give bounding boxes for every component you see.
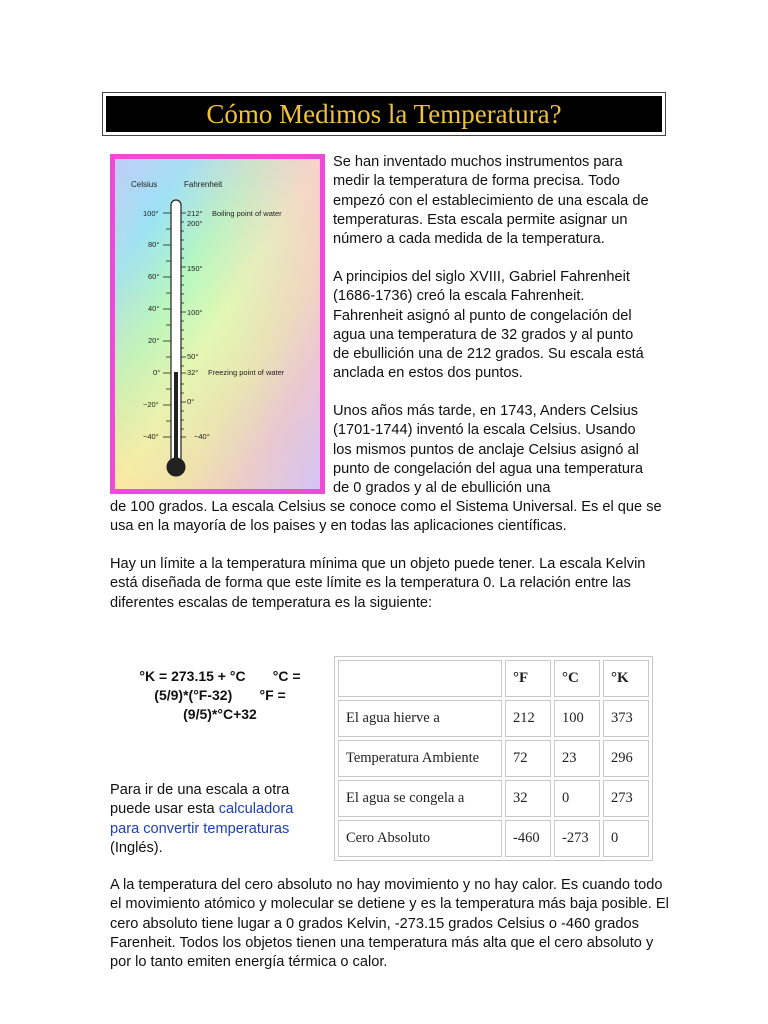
freezing-point-label: Freezing point of water (208, 368, 285, 377)
paragraph-fahrenheit: A principios del siglo XVIII, Gabriel Fahrenheit (1686-1736) creó la escala Fahrenheit. Fahrenheit asignó al punto de congelación del agua una temperatura de 32 grados y al punto de ebullición una de 212 grados. Su escala está anclada en estos dos puntos. (333, 269, 644, 382)
temperature-table (334, 656, 653, 861)
fahrenheit-tick-100: 100° (187, 308, 203, 317)
table-row (338, 820, 649, 857)
fahrenheit-tick-32: 32° (187, 368, 199, 377)
celsius-tick-minus20: −20° (143, 400, 159, 409)
celsius-header: Celsius (131, 180, 158, 189)
table-cell: 72 (505, 740, 551, 777)
converter-text-before: Para ir de una escala a otra puede usar esta (110, 782, 290, 818)
celsius-tick-minus40: −40° (143, 432, 159, 441)
celsius-tick-20: 20° (148, 336, 160, 345)
table-cell: 212 (505, 700, 551, 737)
paragraph-kelvin: Hay un límite a la temperatura mínima que un objeto puede tener. La escala Kelvin está diseñada de forma que este límite es la temperatura 0. La relación entre las diferentes escalas de temperatura es la siguiente: (110, 556, 646, 611)
table-cell: 0 (554, 780, 600, 817)
paragraph-celsius-continued: de 100 grados. La escala Celsius se conoce como el Sistema Universal. Es el que se usa en la mayoría de los paises y en todas las aplicaciones científicas. (110, 499, 662, 535)
table-row (338, 780, 649, 817)
table-cell: 32 (505, 780, 551, 817)
paragraph-intro: Se han inventado muchos instrumentos para medir la temperatura de forma precisa. Todo empezó con el establecimiento de una escala de temperaturas. Esta escala permite asignar un número a cada medida de la temperatura. (333, 154, 649, 248)
table-cell: 373 (603, 700, 649, 737)
table-cell: El agua se congela a (338, 780, 502, 817)
fahrenheit-tick-50: 50° (187, 352, 199, 361)
title-banner (102, 92, 666, 136)
fahrenheit-tick-150: 150° (187, 264, 203, 273)
table-cell: 0 (603, 820, 649, 857)
table-cell: Temperatura Ambiente (338, 740, 502, 777)
celsius-tick-100: 100° (143, 209, 159, 218)
table-cell: 296 (603, 740, 649, 777)
table-header-cell: °F (505, 660, 551, 697)
thermometer-mercury (174, 372, 178, 462)
table-cell: 100 (554, 700, 600, 737)
table-header-cell: °C (554, 660, 600, 697)
fahrenheit-tick-200: 200° (187, 219, 203, 228)
formula-line-3: (9/5)*°C+32 (183, 706, 257, 722)
table-cell: Cero Absoluto (338, 820, 502, 857)
table-cell: 23 (554, 740, 600, 777)
fahrenheit-tick-minus40: −40° (194, 432, 210, 441)
celsius-tick-0: 0° (153, 368, 161, 377)
title-banner-inner (106, 96, 662, 132)
celsius-tick-40: 40° (148, 304, 160, 313)
fahrenheit-tick-212: 212° (187, 209, 203, 218)
table-header-cell (338, 660, 502, 697)
table-cell: -460 (505, 820, 551, 857)
table-cell: -273 (554, 820, 600, 857)
paragraph-celsius: Unos años más tarde, en 1743, Anders Celsius (1701-1744) inventó la escala Celsius. Usando los mismos puntos de anclaje Celsius asignó al punto de congelación del agua una temperatura de 0 grados y al de ebullición una (333, 403, 643, 497)
page-title: Cómo Medimos la Temperatura? (206, 98, 562, 129)
table-header-row (338, 660, 649, 697)
formula-line-1: °K = 273.15 + °C °C = (139, 668, 301, 684)
celsius-tick-80: 80° (148, 240, 160, 249)
table-row (338, 740, 649, 777)
table-row (338, 700, 649, 737)
boiling-point-label: Boiling point of water (212, 209, 282, 218)
table-cell: 273 (603, 780, 649, 817)
paragraph-absolute-zero: A la temperatura del cero absoluto no hay movimiento y no hay calor. Es cuando todo el movimiento atómico y molecular se detiene y es la temperatura más baja posible. El cero absoluto tiene lugar a 0 grados Kelvin, -273.15 grados Celsius o -460 grados Farenheit. Todos los objetos tienen una temperatura más alta que el cero absoluto y por lo tanto emiten energía térmica o calor. (110, 877, 669, 971)
fahrenheit-tick-0: 0° (187, 397, 195, 406)
table-header-cell: °K (603, 660, 649, 697)
thermometer-bulb (167, 458, 185, 476)
table-cell: El agua hierve a (338, 700, 502, 737)
formula-line-2: (5/9)*(°F-32) °F = (154, 687, 286, 703)
celsius-tick-60: 60° (148, 272, 160, 281)
converter-paragraph (110, 781, 320, 858)
converter-link[interactable]: calculadora para convertir temperaturas (110, 801, 294, 837)
thermometer-image (110, 154, 325, 494)
fahrenheit-header: Fahrenheit (184, 180, 223, 189)
converter-text-after: (Inglés). (110, 839, 163, 856)
conversion-formula (110, 667, 330, 724)
